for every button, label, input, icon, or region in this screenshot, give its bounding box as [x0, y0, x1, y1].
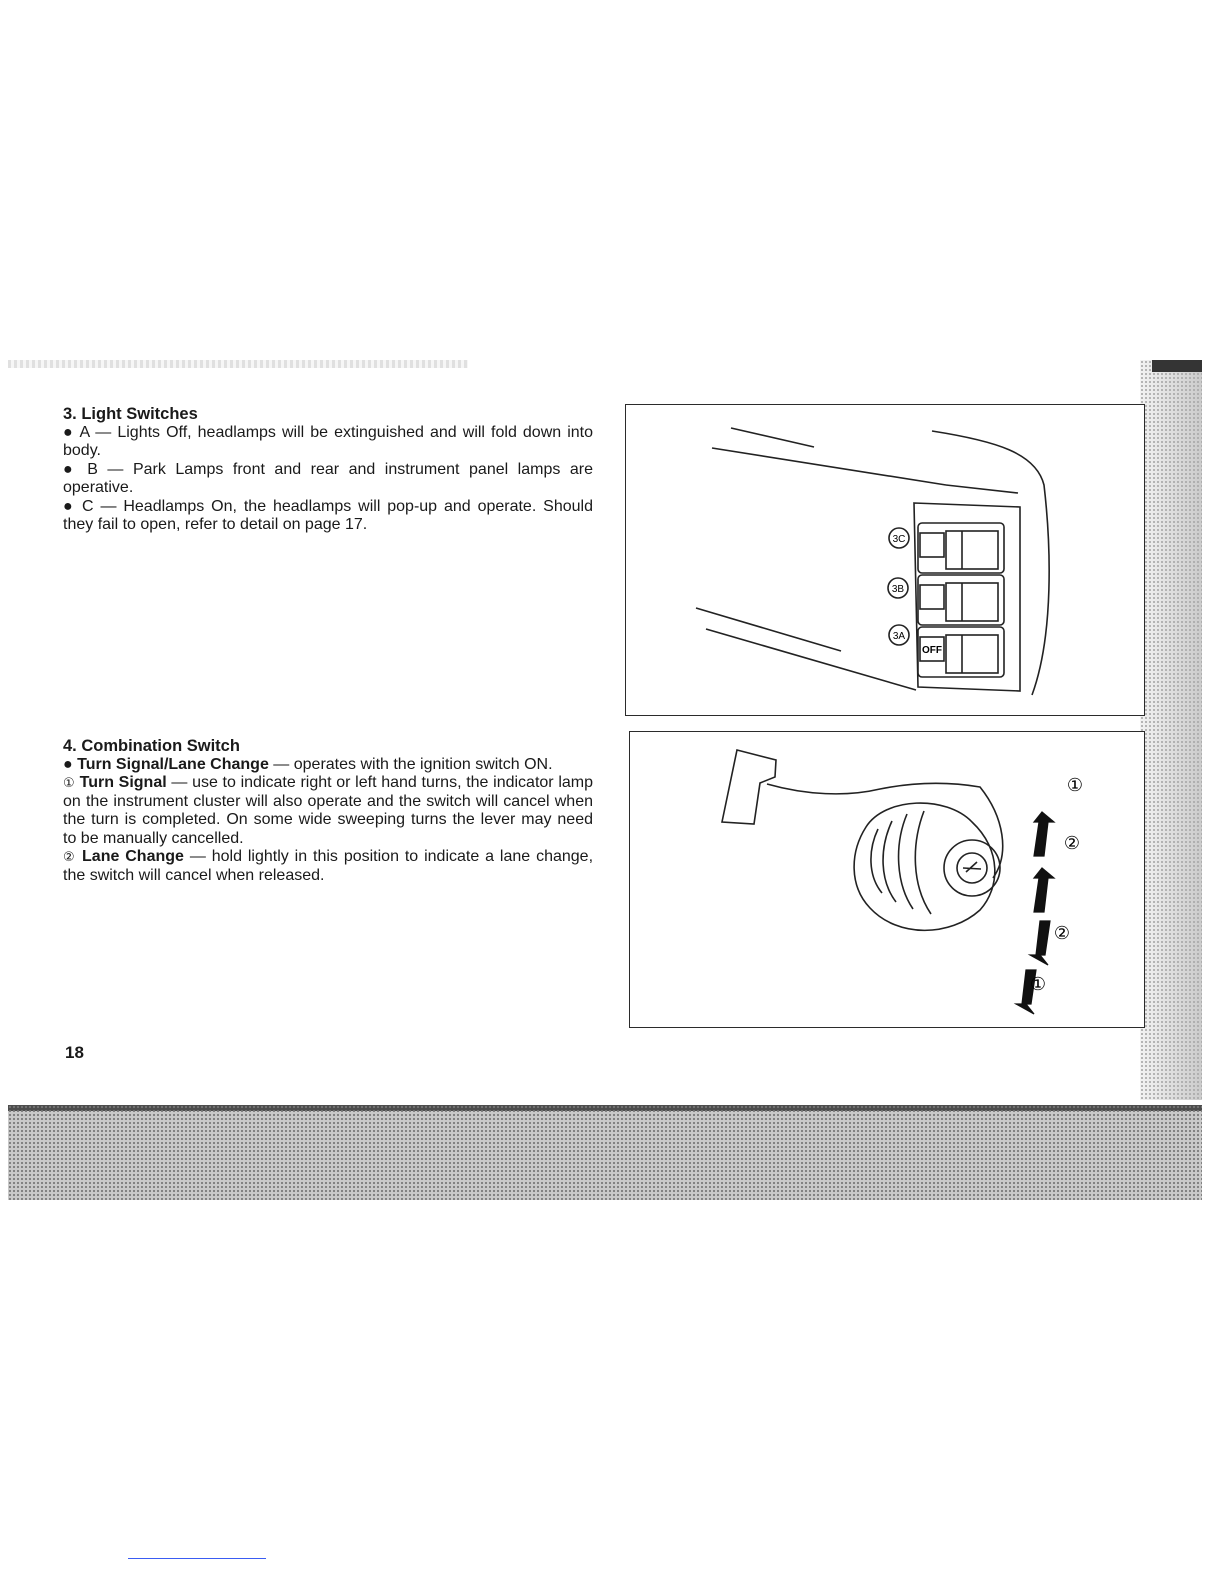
- turn-signal-lane-change-text: — operates with the ignition switch ON.: [273, 755, 553, 773]
- dash-line-top-2: [731, 428, 814, 447]
- callout-down-2: ②: [1053, 923, 1071, 943]
- light-switch-item-a: ● A — Lights Off, headlamps will be extinguished and will fold down into body.: [63, 423, 593, 459]
- light-switch-illustration: [626, 405, 1144, 715]
- section-heading: 3. Light Switches: [63, 405, 198, 423]
- turn-signal-text: — use to indicate right or left hand turns, the indicator lamp on the instrument cluster will also operate and the switch will cancel when the turn is completed. On some wide sweeping turns the lever may need to be manually cancelled.: [63, 774, 594, 847]
- rocker-3c: [946, 531, 998, 569]
- turn-up-arrow-2: [1034, 868, 1054, 912]
- combination-switch-illustration: [630, 732, 1144, 1027]
- turn-signal-lane-change-title: Turn Signal/Lane Change: [77, 755, 269, 773]
- rocker-3a: [946, 635, 998, 673]
- knob-grip: [871, 811, 931, 914]
- callout-3c: 3C: [892, 534, 906, 545]
- section-combination-switch: [63, 737, 593, 885]
- dash-line-lower-2: [706, 629, 916, 690]
- bottom-blue-line: [128, 1558, 266, 1559]
- figure-combination-switch: [629, 731, 1145, 1028]
- dash-line-lower: [696, 608, 841, 651]
- dash-contour-right: [932, 431, 1049, 695]
- callout-down-1: ①: [1029, 974, 1047, 994]
- callout-3b: 3B: [891, 584, 905, 595]
- panel-top-edge: [946, 485, 1018, 493]
- lever-arm: [767, 783, 1003, 878]
- headlamp-icon: [920, 533, 944, 557]
- marker-2: ②: [63, 849, 77, 864]
- light-switch-item-c: ● C — Headlamps On, the headlamps will pop-up and operate. Should they fail to open, refer to detail on page 17.: [63, 497, 593, 533]
- turn-down-arrow-2: [1030, 921, 1050, 965]
- callout-3a: 3A: [892, 631, 906, 642]
- scan-shadow-top: [8, 360, 468, 368]
- dash-line-top: [712, 448, 946, 485]
- page-number: 18: [65, 1043, 84, 1062]
- callout-up-2: ②: [1063, 833, 1081, 853]
- light-switch-item-b: ● B — Park Lamps front and rear and instrument panel lamps are operative.: [63, 460, 593, 496]
- scan-page-edge: [1140, 360, 1202, 1100]
- knob-body: [854, 803, 995, 930]
- lane-change-text: — hold lightly in this position to indicate a lane change, the switch will cancel when released.: [63, 848, 594, 884]
- park-lamp-icon: [920, 585, 944, 609]
- figure-light-switch: [625, 404, 1145, 716]
- callout-up-1: ①: [1066, 775, 1084, 795]
- wiper-icon-glyph: [963, 862, 981, 872]
- bullet: ●: [63, 755, 73, 773]
- section-light-switches: [63, 405, 593, 535]
- lane-change-title: Lane Change: [82, 848, 184, 865]
- rocker-3b: [946, 583, 998, 621]
- turn-signal-title: Turn Signal: [79, 774, 167, 791]
- scan-bottom-band: [8, 1105, 1202, 1200]
- marker-1: ①: [63, 775, 75, 790]
- lane-change-paragraph: [63, 848, 593, 885]
- turn-up-arrow-1: [1034, 812, 1054, 856]
- lever-bracket: [722, 750, 776, 824]
- off-label: OFF: [922, 645, 942, 656]
- turn-signal-paragraph: [63, 774, 593, 848]
- turn-signal-lane-change-paragraph: [63, 756, 593, 775]
- section-heading: 4. Combination Switch: [63, 737, 240, 755]
